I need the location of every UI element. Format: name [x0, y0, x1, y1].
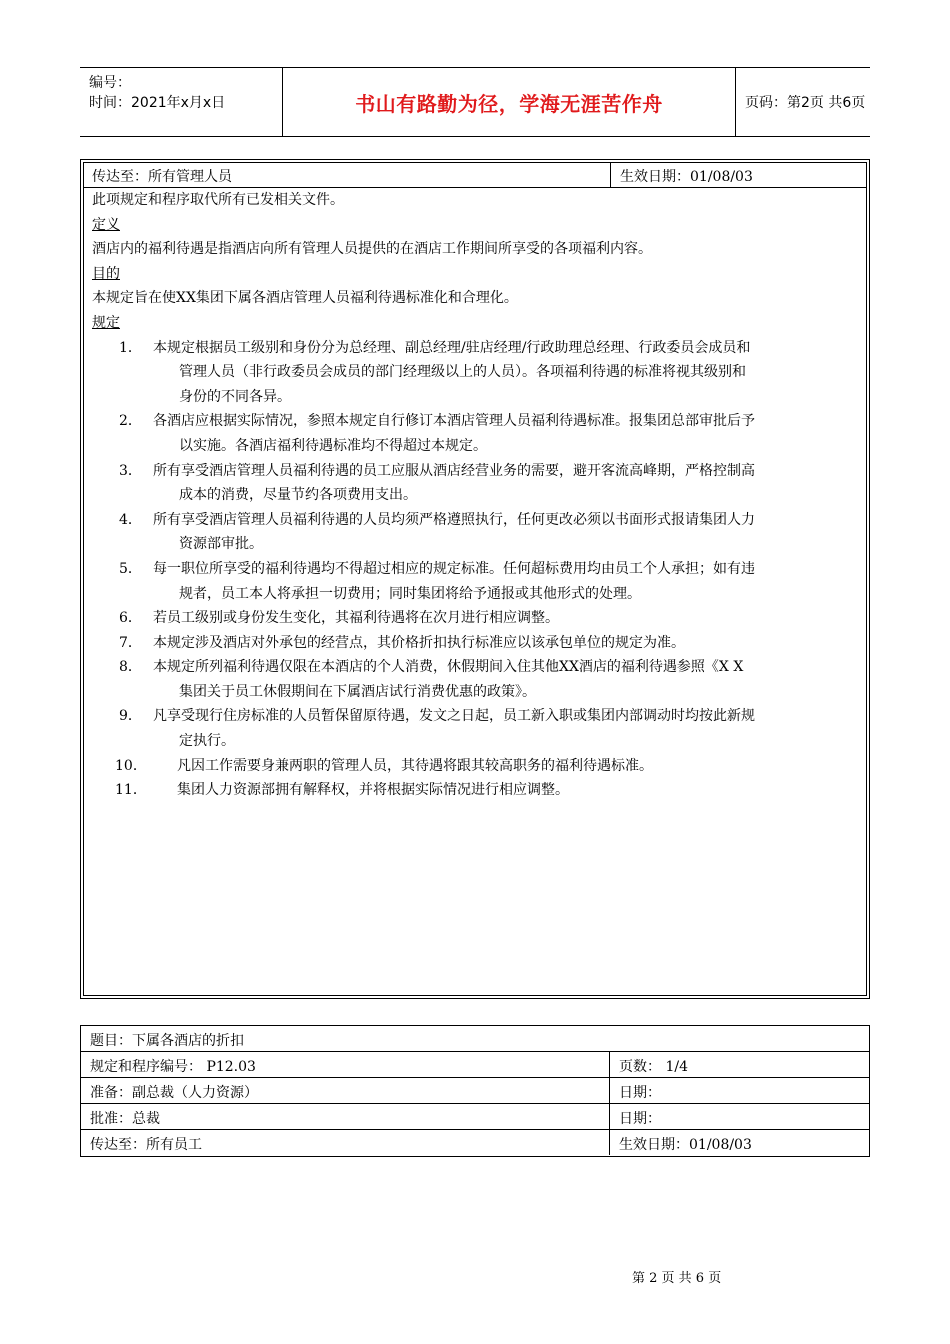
rule-number: 4． — [119, 511, 142, 528]
rule-line: 资源部审批。 — [179, 536, 263, 553]
main-document-inner — [83, 162, 867, 996]
rule-line: 所有享受酒店管理人员福利待遇的员工应服从酒店经营业务的需要，避开客流高峰期，严格控制高 — [153, 462, 755, 479]
header-motto-cell — [282, 68, 736, 136]
row-divider — [610, 163, 611, 187]
code-label: 编号： — [89, 75, 131, 91]
intro-text: 此项规定和程序取代所有已发相关文件。 — [92, 192, 344, 208]
form-to: 传达至：所有员工 — [90, 1137, 202, 1153]
rule-line: 身份的不同各异。 — [179, 388, 291, 405]
rule-number: 11． — [115, 782, 147, 799]
rule-line: 凡享受现行住房标准的人员暂保留原待遇，发文之日起，员工新入职或集团内部调动时均按此新规 — [153, 708, 755, 725]
form-row-prepared — [81, 1078, 869, 1104]
main-document-box — [80, 159, 870, 999]
rule-line: 凡因工作需要身兼两职的管理人员，其待遇将跟其较高职务的福利待遇标准。 — [177, 757, 653, 774]
form-pages: 页数： 1/4 — [619, 1059, 688, 1075]
form-code: 规定和程序编号： P12.03 — [90, 1059, 256, 1075]
distribution-row — [84, 163, 866, 188]
rule-line: 每一职位所享受的福利待遇均不得超过相应的规定标准。任何超标费用均由员工个人承担；如有违 — [153, 560, 755, 577]
rule-line: 本规定根据员工级别和身份分为总经理、副总经理/驻店经理/行政助理总经理、行政委员会成员和 — [153, 339, 751, 356]
rule-item — [92, 336, 860, 410]
form-table — [80, 1025, 870, 1157]
effective-date: 生效日期：01/08/03 — [620, 169, 753, 185]
rule-item — [92, 704, 860, 753]
form-date-1: 日期： — [619, 1085, 661, 1101]
motto: 书山有路勤为径，学海无涯苦作舟 — [355, 91, 663, 116]
form-row-title — [81, 1026, 869, 1052]
rule-item — [92, 606, 860, 631]
rule-item — [92, 631, 860, 656]
definition-text: 酒店内的福利待遇是指酒店向所有管理人员提供的在酒店工作期间所享受的各项福利内容。 — [92, 241, 652, 258]
form-title: 题目：下属各酒店的折扣 — [90, 1033, 244, 1049]
rule-item — [92, 754, 860, 779]
rule-number: 2． — [119, 413, 142, 430]
rule-number: 8． — [119, 659, 142, 676]
header-page-cell — [736, 68, 870, 136]
rule-item — [92, 557, 860, 606]
rules-list — [92, 336, 860, 803]
rule-item — [92, 655, 860, 704]
rule-number: 1． — [119, 339, 142, 356]
rule-number: 6． — [119, 610, 142, 627]
column-divider — [609, 1052, 610, 1077]
rule-item — [92, 409, 860, 458]
rule-line: 本规定涉及酒店对外承包的经营点，其价格折扣执行标准应以该承包单位的规定为准。 — [153, 634, 685, 651]
column-divider — [609, 1104, 610, 1129]
rule-item — [92, 459, 860, 508]
purpose-heading: 目的 — [92, 265, 120, 282]
rule-line: 集团人力资源部拥有解释权，并将根据实际情况进行相应调整。 — [177, 782, 569, 799]
rule-number: 5． — [119, 560, 142, 577]
document-body — [92, 188, 860, 803]
form-row-code — [81, 1052, 869, 1078]
rule-number: 3． — [119, 462, 142, 479]
time-label: 时间：2021年x月x日 — [89, 95, 226, 111]
column-divider — [609, 1078, 610, 1103]
definition-heading: 定义 — [92, 216, 120, 233]
form-row-approved — [81, 1104, 869, 1130]
page-header — [80, 67, 870, 137]
rule-number: 9． — [119, 708, 142, 725]
purpose-text: 本规定旨在使XX集团下属各酒店管理人员福利待遇标准化和合理化。 — [92, 290, 518, 307]
form-date-2: 日期： — [619, 1111, 661, 1127]
rule-line: 所有享受酒店管理人员福利待遇的人员均须严格遵照执行，任何更改必须以书面形式报请集团人力 — [153, 511, 755, 528]
to-label: 传达至：所有管理人员 — [92, 169, 232, 185]
page-info: 页码：第2页 共6页 — [745, 95, 866, 111]
form-row-to — [81, 1130, 869, 1155]
form-prepared: 准备：副总裁（人力资源） — [90, 1085, 258, 1101]
footer-page-number: 第 2 页 共 6 页 — [632, 1271, 722, 1286]
rule-line: 管理人员（非行政委员会成员的部门经理级以上的人员）。各项福利待遇的标准将视其级别和 — [179, 364, 746, 381]
form-approved: 批准：总裁 — [90, 1111, 160, 1127]
form-effective: 生效日期：01/08/03 — [619, 1137, 752, 1153]
header-meta — [80, 68, 282, 136]
column-divider — [609, 1130, 610, 1155]
rule-line: 若员工级别或身份发生变化，其福利待遇将在次月进行相应调整。 — [153, 610, 559, 627]
rule-line: 定执行。 — [179, 733, 235, 750]
rule-line: 规者，员工本人将承担一切费用；同时集团将给予通报或其他形式的处理。 — [179, 585, 641, 602]
rule-line: 以实施。各酒店福利待遇标准均不得超过本规定。 — [179, 437, 487, 454]
rule-number: 7． — [119, 634, 142, 651]
rule-line: 本规定所列福利待遇仅限在本酒店的个人消费，休假期间入住其他XX酒店的福利待遇参照《X X — [153, 659, 744, 676]
rule-line: 成本的消费，尽量节约各项费用支出。 — [179, 487, 417, 504]
rule-line: 集团关于员工休假期间在下属酒店试行消费优惠的政策》。 — [179, 683, 536, 700]
rule-item — [92, 508, 860, 557]
rule-item — [92, 778, 860, 803]
rule-number: 10． — [115, 757, 147, 774]
rules-heading: 规定 — [92, 314, 120, 331]
rule-line: 各酒店应根据实际情况，参照本规定自行修订本酒店管理人员福利待遇标准。报集团总部审批后予 — [153, 413, 755, 430]
